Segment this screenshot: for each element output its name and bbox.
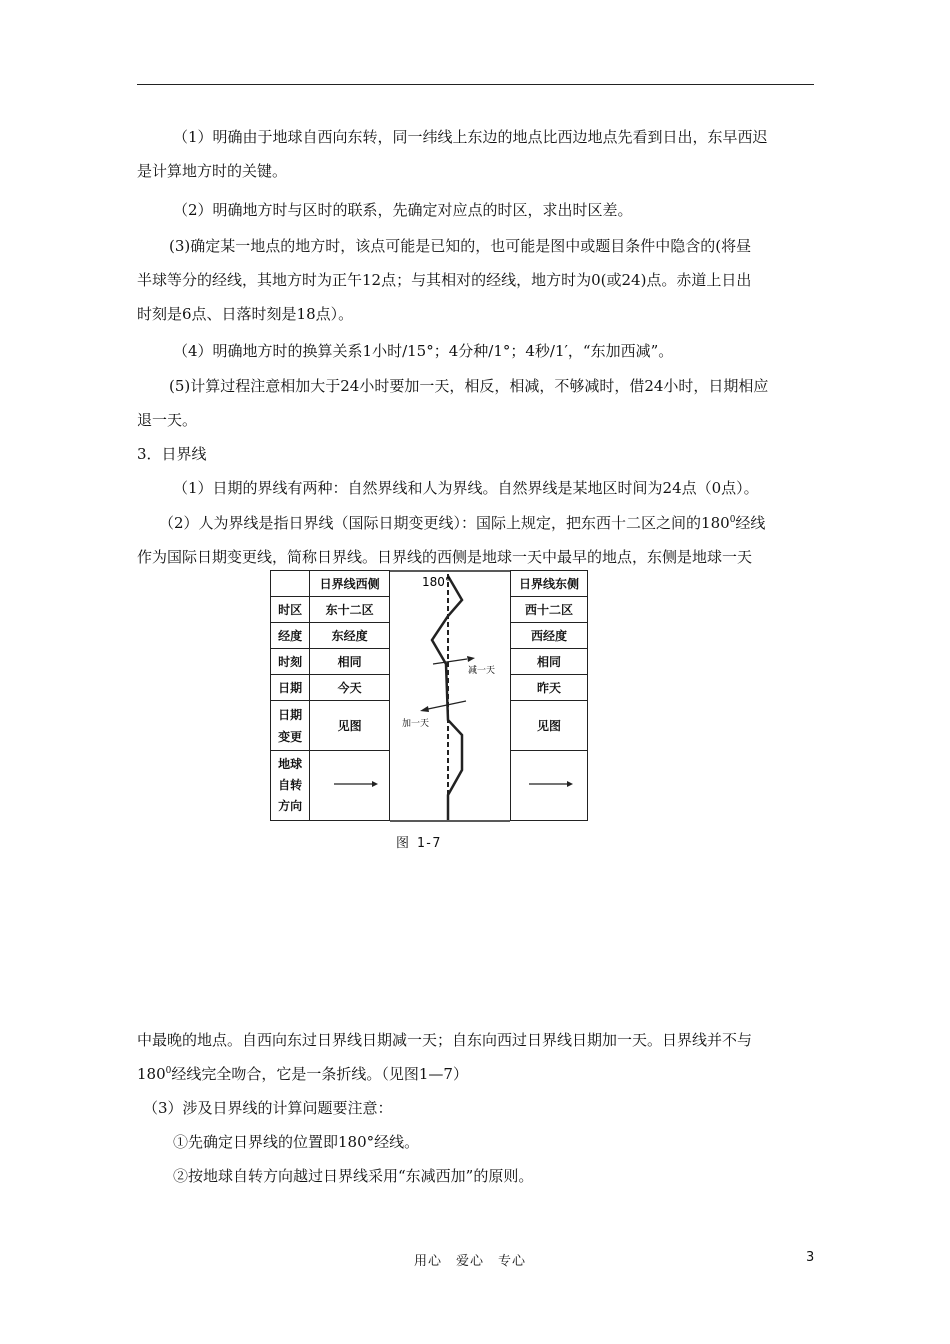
dl-para2-line1: （2）人为界线是指日界线（国际日期变更线）：国际上规定，把东西十二区之间的$180^0$经线 (159, 514, 766, 532)
header-rule (137, 84, 814, 85)
west-table (270, 570, 390, 821)
row-label-date-change: 日期 变更 (271, 701, 310, 751)
west-header: 日界线西侧 (310, 571, 390, 597)
para3-line2: 半球等分的经线，其地方时为正午12点；与其相对的经线，地方时为0(或24)点。赤道上日出 (137, 271, 752, 289)
dateline-figure (270, 570, 590, 822)
west-longitude: 东经度 (310, 623, 390, 649)
figure-caption: 图 1-7 (396, 836, 441, 851)
page-footer: 用心 爱心 专心 (414, 1254, 527, 1269)
para5-line2: 退一天。 (137, 411, 198, 429)
east-table (510, 570, 588, 821)
para3-line3: 时刻是6点、日落时刻是18点）。 (137, 305, 354, 323)
section-heading: 3．日界线 (137, 445, 207, 463)
add-day-label: 加一天 (402, 719, 430, 729)
para5-line1: (5)计算过程注意相加大于24小时要加一天，相反，相减，不够减时，借24小时，日期相应 (169, 377, 769, 395)
rotation-arrow-east-icon (519, 777, 579, 791)
continuation-line2: $180^0$经线完全吻合，它是一条折线。（见图1—7） (137, 1065, 468, 1083)
arrow-left-icon (420, 706, 429, 712)
dateline-diagram (390, 570, 510, 822)
west-timezone: 东十二区 (310, 597, 390, 623)
para1-line2: 是计算地方时的关键。 (137, 162, 288, 180)
east-rotation-cell (511, 751, 588, 821)
para1-line1: （1）明确由于地球自西向东转，同一纬线上东边的地点比西边地点先看到日出，东早西迟 (173, 128, 768, 146)
east-date: 昨天 (511, 675, 588, 701)
west-time: 相同 (310, 649, 390, 675)
row-label-longitude: 经度 (271, 623, 310, 649)
west-rotation-cell (310, 751, 390, 821)
west-date: 今天 (310, 675, 390, 701)
continuation-line1: 中最晚的地点。自西向东过日界线日期减一天；自东向西过日界线日期加一天。日界线并不与 (137, 1031, 753, 1049)
dl-para3-item2: ②按地球自转方向越过日界线采用“东减西加”的原则。 (173, 1167, 534, 1185)
row-label-rotation: 地球 自转 方向 (271, 751, 310, 821)
subtract-day-label: 减一天 (468, 666, 496, 676)
east-header: 日界线东侧 (511, 571, 588, 597)
dl-para3: （3）涉及日界线的计算问题要注意： (143, 1099, 393, 1117)
west-date-change: 见图 (310, 701, 390, 751)
meridian-label: 180° (422, 575, 451, 589)
dl-para3-item1: ①先确定日界线的位置即180°经线。 (173, 1133, 420, 1151)
para3-line1: (3)确定某一地点的地方时，该点可能是已知的，也可能是图中或题目条件中隐含的(将昼 (169, 237, 752, 255)
dl-para2-line2: 作为国际日期变更线，简称日界线。日界线的西侧是地球一天中最早的地点，东侧是地球一天 (137, 548, 753, 566)
page-number: 3 (806, 1250, 815, 1265)
dl-para1: （1）日期的界线有两种：自然界线和人为界线。自然界线是某地区时间为24点（0点）。 (173, 479, 759, 497)
para2: （2）明确地方时与区时的联系，先确定对应点的时区，求出时区差。 (173, 201, 633, 219)
row-label-timezone: 时区 (271, 597, 310, 623)
east-timezone: 西十二区 (511, 597, 588, 623)
para4: （4）明确地方时的换算关系1小时/15°；4分种/1°；4秒/1′，“东加西减”。 (173, 342, 674, 360)
rotation-arrow-west-icon (320, 777, 380, 791)
east-date-change: 见图 (511, 701, 588, 751)
east-time: 相同 (511, 649, 588, 675)
arrow-right-icon (467, 656, 475, 662)
row-label-date: 日期 (271, 675, 310, 701)
row-label-time: 时刻 (271, 649, 310, 675)
east-longitude: 西经度 (511, 623, 588, 649)
